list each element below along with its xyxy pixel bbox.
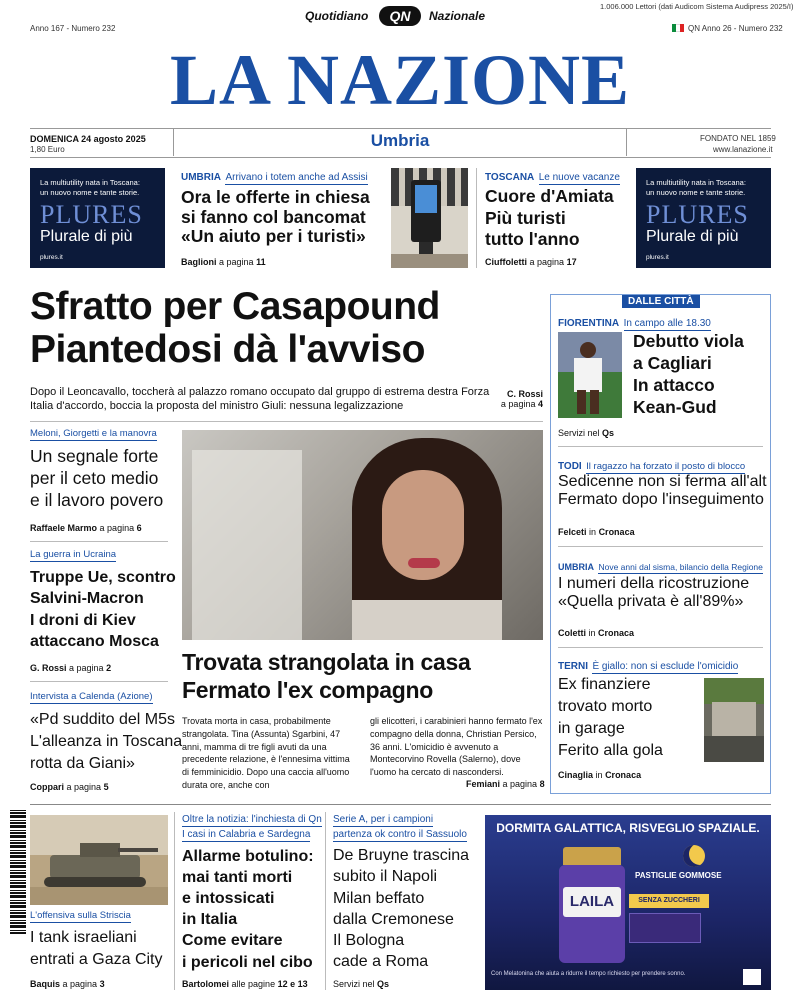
calenda-kicker: Intervista a Calenda (Azione)	[30, 691, 153, 702]
calenda-byline: Coppari a pagina 5	[30, 782, 109, 792]
laila-fine-print: Con Melatonina che aiuta a ridurre il tempo richiesto per prendere sonno.	[491, 971, 686, 977]
top-story-1-headline[interactable]: Ora le offerte in chiesa si fanno col bancomat «Un aiuto per i turisti»	[181, 187, 370, 247]
sisma-byline: Coletti in Cronaca	[558, 628, 635, 638]
barcode	[4, 810, 26, 934]
manovra-byline: Raffaele Marmo a pagina 6	[30, 523, 142, 533]
moon-icon	[683, 845, 705, 867]
terni-kicker: TERNI È giallo: non si esclude l'omicidio	[558, 661, 739, 672]
readers-note: 1.006.000 Lettori (dati Audicom Sistema Audipress 2025/I)	[600, 2, 794, 11]
botulino-kicker: Oltre la notizia: l'inchiesta di Qn I casi in Calabria e Sardegna	[182, 814, 322, 840]
qn-label-right: Nazionale	[429, 9, 486, 23]
tank-photo	[30, 815, 168, 905]
laila-sub: PASTIGLIE GOMMOSE	[635, 871, 722, 880]
ucraina-byline: G. Rossi a pagina 2	[30, 663, 112, 673]
issue-number-right: QN Anno 26 - Numero 232	[688, 24, 783, 33]
main-headline[interactable]: Sfratto per Casapound Piantedosi dà l'avviso	[30, 285, 440, 371]
manovra-kicker: Meloni, Giorgetti e la manovra	[30, 428, 157, 439]
top-story-2-byline: Ciuffoletti a pagina 17	[485, 257, 577, 267]
center-body-col1: Trovata morta in casa, probabilmente strangolata. Tina (Assunta) Sgarbini, 47 anni, mamma di tre figli avuti da una precedente relazione, è l'ennesima vittima di femminicidio. Dopo una caccia all'uomo durata ore, anche con	[182, 716, 350, 790]
main-summary: Dopo il Leoncavallo, toccherà al palazzo romano occupato dal gruppo di estrema destra Forza Italia d'accordo, boccia la proposta del ministro Giuli: nessuna legalizzazione	[30, 386, 490, 413]
italy-flag-icon	[672, 24, 684, 32]
plures-tagline: Plurale di più	[646, 228, 739, 245]
botulino-byline: Bartolomei alle pagine 12 e 13	[182, 979, 308, 989]
ucraina-kicker: La guerra in Ucraina	[30, 549, 117, 560]
sisma-kicker: UMBRIA Nove anni dal sisma, bilancio della Regione	[558, 562, 763, 572]
todi-byline: Felceti in Cronaca	[558, 527, 635, 537]
plures-ad-left[interactable]: La multiutility nata in Toscana: un nuovo nome e tante storie. PLURES Plurale di più plures.it	[30, 168, 165, 268]
laila-ad[interactable]	[485, 815, 771, 990]
todi-headline[interactable]: Sedicenne non si ferma all'alt Fermato dopo l'inseguimento	[558, 473, 767, 509]
terni-byline: Cinaglia in Cronaca	[558, 770, 642, 780]
laila-jar	[559, 865, 625, 963]
gaza-byline: Baquis a pagina 3	[30, 979, 105, 989]
center-body-col2: gli elicotteri, i carabinieri hanno fermato l'ex compagno della donna, Christian Persico, 36 anni. L'omicidio è avvenuto a Montecorvino Rovella (Salerno), dove l'uomo ha cercato di nascondersi.	[370, 716, 543, 778]
fiorentina-byline: Servizi nel Qs	[558, 428, 615, 438]
top-story-2-headline[interactable]: Cuore d'Amiata Più turisti tutto l'anno	[485, 186, 614, 250]
seriea-headline[interactable]: De Bruyne trascina subito il Napoli Milan beffato dalla Cremonese Il Bologna cade a Roma	[333, 847, 470, 971]
terni-headline[interactable]: Ex finanziere trovato morto in garage Ferito alla gola	[558, 676, 663, 760]
jar-lid	[563, 847, 621, 865]
center-headline[interactable]: Trovata strangolata in casa Fermato l'ex compagno	[182, 649, 471, 704]
laila-sugar-free: SENZA ZUCCHERI	[629, 894, 709, 908]
plures-tagline: Plurale di più	[40, 228, 133, 245]
top-story-1-byline: Baglioni a pagina 11	[181, 257, 266, 267]
issue-number-left: Anno 167 - Numero 232	[30, 24, 116, 33]
todi-kicker: TODI Il ragazzo ha forzato il posto di blocco	[558, 461, 746, 472]
laila-brand: LAILA	[563, 887, 621, 917]
founded-year: FONDATO NEL 1859	[700, 134, 776, 143]
calenda-headline[interactable]: «Pd suddito del M5s L'alleanza in Toscana rotta da Giani»	[30, 711, 183, 772]
ad-logo	[743, 969, 761, 985]
main-byline: C. Rossi a pagina 4	[500, 389, 543, 409]
victim-photo	[182, 430, 543, 640]
website[interactable]: www.lanazione.it	[713, 145, 773, 154]
qn-logo: QN	[379, 6, 421, 26]
botulino-headline[interactable]: Allarme botulino: mai tanti morti e intossicati in Italia Come evitare i pericoli nel cibo	[182, 848, 314, 971]
dalle-citta-label: DALLE CITTÀ	[622, 295, 700, 308]
fiorentina-kicker: FIORENTINA In campo alle 18.30	[558, 318, 711, 329]
gaza-kicker: L'offensiva sulla Striscia	[30, 910, 131, 921]
center-byline: Femiani a pagina 8	[466, 779, 545, 789]
football-player-photo	[558, 332, 622, 418]
plures-ad-right[interactable]: La multiutility nata in Toscana: un nuovo nome e tante storie. PLURES Plurale di più plures.it	[636, 168, 771, 268]
ucraina-headline[interactable]: Truppe Ue, scontro Salvini-Macron I droni di Kiev attaccano Mosca	[30, 569, 176, 651]
qn-label-left: Quotidiano	[305, 9, 369, 23]
top-story-2-kicker: TOSCANA Le nuove vacanze	[485, 172, 620, 183]
newspaper-title: LA NAZIONE	[169, 40, 631, 120]
laila-ad-title: DORMITA GALATTICA, RISVEGLIO SPAZIALE.	[496, 821, 760, 835]
issue-date: DOMENICA 24 agosto 2025	[30, 134, 146, 144]
manovra-headline[interactable]: Un segnale forte per il ceto medio e il lavoro povero	[30, 446, 164, 511]
seriea-kicker: Serie A, per i campioni partenza ok contro il Sassuolo	[333, 814, 467, 840]
fiorentina-headline[interactable]: Debutto viola a Cagliari In attacco Kean-Gud	[633, 331, 744, 417]
garage-photo	[704, 678, 764, 762]
atm-totem-photo	[391, 168, 468, 268]
plures-brand: PLURES	[646, 200, 749, 229]
issue-price: 1,80 Euro	[30, 145, 65, 154]
seriea-byline: Servizi nel Qs	[333, 979, 390, 989]
sisma-headline[interactable]: I numeri della ricostruzione «Quella privata è all'89%»	[558, 575, 750, 611]
edition-name: Umbria	[370, 131, 430, 150]
plures-brand: PLURES	[40, 200, 143, 229]
gaza-headline[interactable]: I tank israeliani entrati a Gaza City	[30, 929, 163, 968]
top-story-1-kicker: UMBRIA Arrivano i totem anche ad Assisi	[181, 172, 368, 183]
